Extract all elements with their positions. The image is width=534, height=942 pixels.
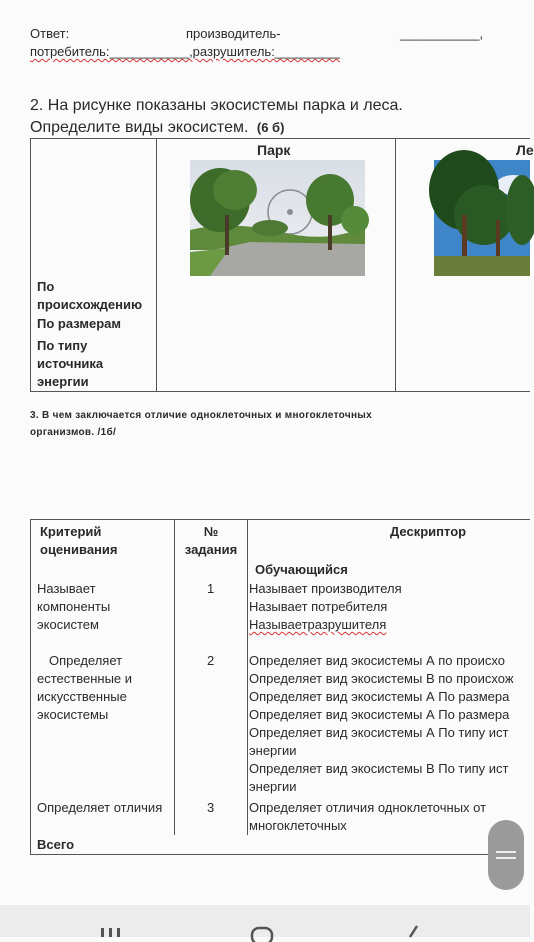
park-photo: [190, 160, 365, 276]
task-number-2: 2: [207, 653, 215, 668]
producer-label: производитель-: [186, 26, 281, 41]
recent-apps-icon[interactable]: [98, 920, 122, 942]
total-label: Всего: [37, 837, 75, 852]
descriptor-3: Определяет отличия одноклеточных от многоклеточных: [249, 800, 487, 833]
task3-line-1: 3. В чем заключается отличие одноклеточных и многоклеточных: [30, 410, 372, 421]
column-park: Парк: [257, 142, 291, 158]
home-icon[interactable]: [250, 920, 274, 942]
answer-blank-right: ___________,: [400, 26, 484, 41]
criterion-2: Определяет естественные и искусственные экосистемы: [37, 653, 133, 722]
task2-line-1: 2. На рисунке показаны экосистемы парка и леса.: [30, 97, 403, 114]
row-size-label: По размерам: [37, 316, 121, 331]
header-task-number: № задания: [184, 524, 238, 557]
task3-line-2: организмов. /1б/: [30, 427, 117, 438]
forest-photo: [434, 160, 530, 276]
header-descriptor: Дескриптор: [390, 524, 467, 539]
back-icon[interactable]: [400, 920, 424, 942]
learner-label: Обучающийся: [255, 562, 348, 577]
criterion-1: Называет компоненты экосистем: [37, 581, 111, 632]
row-energy-label: По типу источника энергии: [37, 338, 104, 389]
answer-label: Ответ:: [30, 26, 70, 41]
task2-points: (6 б): [256, 120, 285, 135]
scroll-handle[interactable]: [488, 820, 524, 890]
row-origin-label: По происхождению: [37, 279, 143, 312]
task2-line-2-text: Определите виды экосистем.: [30, 119, 249, 136]
descriptor-1: Называет производителя Называет потребителя Называетразрушителя: [249, 581, 402, 632]
task-number-3: 3: [207, 800, 215, 815]
criterion-3: Определяет отличия: [37, 800, 163, 815]
column-les: Ле: [516, 142, 534, 158]
task2-line-2: [30, 119, 284, 137]
task-number-1: 1: [207, 581, 215, 596]
answer-line-2: потребитель:___________,разрушитель:_________: [30, 44, 340, 59]
header-criterion: Критерий оценивания: [40, 524, 118, 557]
descriptor-2: Определяет вид экосистемы А по происхо Определяет вид экосистемы В по происхож Определяет вид экосистемы А По размера Определяет вид экосистемы А По размера Определяет вид экосистемы А По типу ист энергии Определяет вид экосистемы В По типу ист энергии: [249, 653, 514, 794]
